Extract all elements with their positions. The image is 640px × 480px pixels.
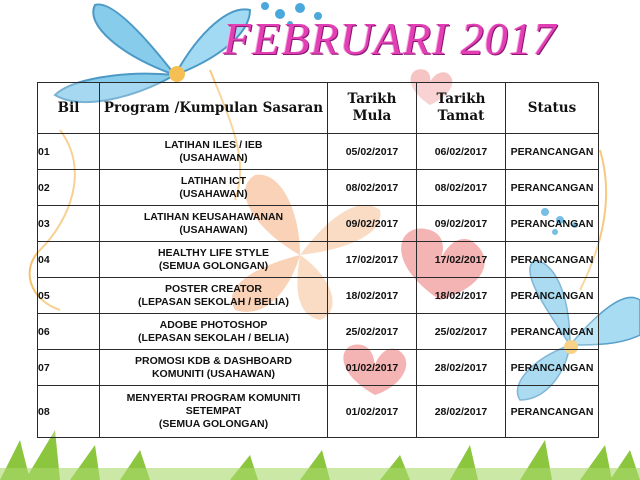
- row-end-date-cell: 06/02/2017: [417, 134, 506, 170]
- row-end-date-cell: 28/02/2017: [417, 386, 506, 438]
- row-start-date-cell: 01/02/2017: [328, 350, 417, 386]
- row-bil-cell: 05: [38, 278, 100, 314]
- table-row: [38, 134, 599, 170]
- row-status-cell: PERANCANGAN: [506, 314, 599, 350]
- row-start-date-cell: 25/02/2017: [328, 314, 417, 350]
- row-status-cell: PERANCANGAN: [506, 386, 599, 438]
- column-header-end: Tarikh Tamat: [417, 83, 506, 134]
- column-header-start: Tarikh Mula: [328, 83, 417, 134]
- row-status-cell: PERANCANGAN: [506, 134, 599, 170]
- table-row: [38, 386, 599, 438]
- row-start-date-cell: 05/02/2017: [328, 134, 417, 170]
- row-end-date-cell: 17/02/2017: [417, 242, 506, 278]
- row-end-date-cell: 28/02/2017: [417, 350, 506, 386]
- row-bil-cell: 03: [38, 206, 100, 242]
- row-program-cell: POSTER CREATOR (LEPASAN SEKOLAH / BELIA): [100, 278, 328, 314]
- row-end-date-cell: 25/02/2017: [417, 314, 506, 350]
- row-program-cell: PROMOSI KDB & DASHBOARD KOMUNITI (USAHAWAN): [100, 350, 328, 386]
- row-program-cell: LATIHAN KEUSAHAWANAN (USAHAWAN): [100, 206, 328, 242]
- row-status-cell: PERANCANGAN: [506, 170, 599, 206]
- row-program-cell: ADOBE PHOTOSHOP (LEPASAN SEKOLAH / BELIA): [100, 314, 328, 350]
- row-start-date-cell: 09/02/2017: [328, 206, 417, 242]
- row-bil-cell: 07: [38, 350, 100, 386]
- table-row: [38, 314, 599, 350]
- row-start-date-cell: 01/02/2017: [328, 386, 417, 438]
- row-bil-cell: 04: [38, 242, 100, 278]
- row-program-cell: MENYERTAI PROGRAM KOMUNITI SETEMPAT (SEMUA GOLONGAN): [100, 386, 328, 438]
- column-header-status: Status: [506, 83, 599, 134]
- row-bil-cell: 02: [38, 170, 100, 206]
- row-bil-cell: 01: [38, 134, 100, 170]
- column-header-program: [100, 83, 328, 134]
- table-row: [38, 206, 599, 242]
- row-end-date-cell: 18/02/2017: [417, 278, 506, 314]
- row-status-cell: PERANCANGAN: [506, 350, 599, 386]
- page-title: FEBRUARI 2017: [223, 13, 557, 64]
- table-row: [38, 242, 599, 278]
- row-bil-cell: 06: [38, 314, 100, 350]
- row-end-date-cell: 09/02/2017: [417, 206, 506, 242]
- row-status-cell: PERANCANGAN: [506, 278, 599, 314]
- row-start-date-cell: 18/02/2017: [328, 278, 417, 314]
- table-row: [38, 170, 599, 206]
- row-program-cell: LATIHAN ILES / IEB (USAHAWAN): [100, 134, 328, 170]
- column-header-program-text: Program /Kumpulan Sasaran: [103, 99, 324, 116]
- row-bil-cell: 08: [38, 386, 100, 438]
- table-header-row: [38, 83, 599, 134]
- row-status-cell: PERANCANGAN: [506, 206, 599, 242]
- row-end-date-cell: 08/02/2017: [417, 170, 506, 206]
- table-row: [38, 350, 599, 386]
- row-start-date-cell: 17/02/2017: [328, 242, 417, 278]
- row-status-cell: PERANCANGAN: [506, 242, 599, 278]
- schedule-table: [37, 82, 599, 438]
- column-header-bil: Bil: [38, 83, 100, 134]
- row-start-date-cell: 08/02/2017: [328, 170, 417, 206]
- table-row: [38, 278, 599, 314]
- row-program-cell: HEALTHY LIFE STYLE (SEMUA GOLONGAN): [100, 242, 328, 278]
- row-program-cell: LATIHAN ICT (USAHAWAN): [100, 170, 328, 206]
